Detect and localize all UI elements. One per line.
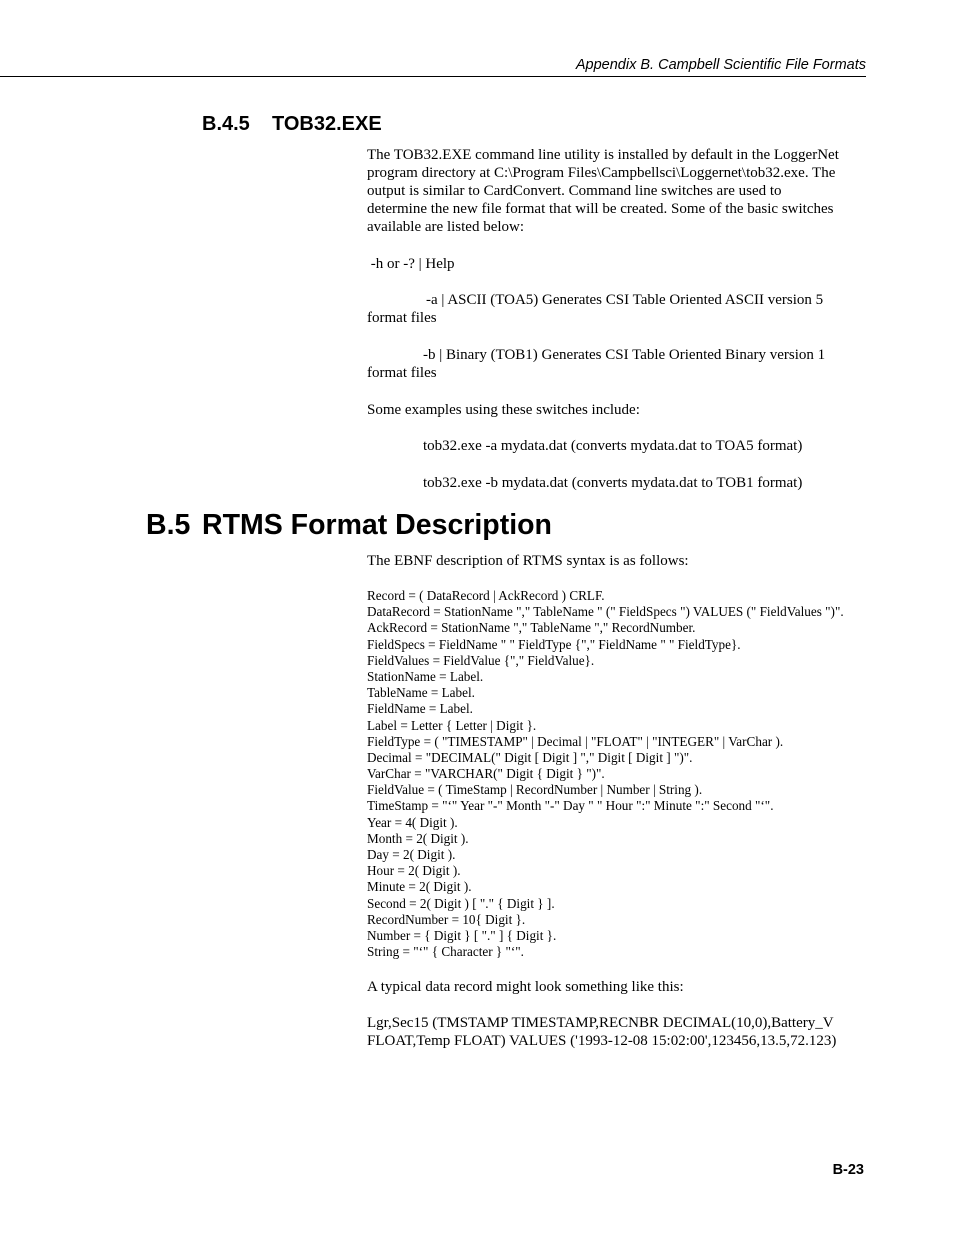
paragraph-line: Lgr,Sec15 (TMSTAMP TIMESTAMP,RECNBR DECIMAL(10,0),Battery_V <box>367 1015 834 1031</box>
page-number: B-23 <box>832 1162 864 1178</box>
ebnf-rule: Day = 2( Digit ). <box>367 847 456 862</box>
running-header: Appendix B. Campbell Scientific File Formats <box>575 57 866 73</box>
ebnf-rule: Hour = 2( Digit ). <box>367 863 461 879</box>
section-title: RTMS Format Description <box>202 509 552 541</box>
paragraph-line: program directory at C:\Program Files\Campbellsci\Loggernet\tob32.exe. The <box>367 165 836 181</box>
paragraph-line: FLOAT,Temp FLOAT) VALUES ('1993-12-08 15:02:00',123456,13.5,72.123) <box>367 1033 837 1049</box>
ebnf-rule: Decimal = "DECIMAL(" Digit [ Digit ] "," Digit [ Digit ] ")". <box>367 749 693 765</box>
paragraph-line: format files <box>367 365 437 381</box>
switch-ascii <box>367 291 867 327</box>
ebnf-rule: RecordNumber = 10{ Digit }. <box>367 911 526 927</box>
ebnf-rule: TimeStamp = "‘" Year "-" Month "-" Day " " Hour ":" Minute ":" Second "‘". <box>367 798 774 814</box>
ebnf-rule: FieldValues = FieldValue {"," FieldValue}. <box>367 652 595 668</box>
section-heading-b45 <box>202 112 382 136</box>
paragraph-line: output is similar to CardConvert. Command line switches are used to <box>367 183 782 199</box>
ebnf-rule: TableName = Label. <box>367 685 475 701</box>
ebnf-rule: FieldValue = ( TimeStamp | RecordNumber | Number | String ). <box>367 782 703 798</box>
ebnf-rule: Month = 2( Digit ). <box>367 830 469 846</box>
switch-binary <box>367 346 867 382</box>
section-number: B.5 <box>146 509 191 541</box>
example-line: tob32.exe -b mydata.dat (converts mydata.dat to TOB1 format) <box>423 475 803 491</box>
ebnf-rule: FieldSpecs = FieldName " " FieldType {"," FieldName " " FieldType}. <box>367 636 741 652</box>
section-number: B.4.5 <box>202 113 250 135</box>
paragraph-line: format files <box>367 310 437 326</box>
ebnf-rule: FieldType = ( "TIMESTAMP" | Decimal | "FLOAT" | "INTEGER" | VarChar ). <box>367 733 784 749</box>
paragraph-line: The TOB32.EXE command line utility is installed by default in the LoggerNet <box>367 147 839 163</box>
example-line: tob32.exe -a mydata.dat (converts mydata.dat to TOA5 format) <box>423 438 803 454</box>
header-divider <box>0 76 866 77</box>
typical-record-example <box>367 1014 887 1050</box>
typical-record-intro: A typical data record might look something like this: <box>367 979 684 995</box>
ebnf-rule: String = "‘" { Character } "‘". <box>367 944 524 960</box>
ebnf-rule: DataRecord = StationName "," TableName " (" FieldSpecs ") VALUES (" FieldValues ")". <box>367 604 844 620</box>
ebnf-rule: Minute = 2( Digit ). <box>367 879 472 895</box>
switch-help: -h or -? | Help <box>367 256 455 272</box>
ebnf-rule: Record = ( DataRecord | AckRecord ) CRLF. <box>367 588 605 603</box>
ebnf-grammar <box>367 588 927 960</box>
examples-intro: Some examples using these switches include: <box>367 402 640 418</box>
ebnf-rule: StationName = Label. <box>367 668 484 684</box>
ebnf-rule: VarChar = "VARCHAR(" Digit { Digit } ")". <box>367 766 605 782</box>
ebnf-rule: Second = 2( Digit ) [ "." { Digit } ]. <box>367 895 555 911</box>
ebnf-rule: FieldName = Label. <box>367 701 473 717</box>
section-title: TOB32.EXE <box>272 113 382 135</box>
paragraph-line: -a | ASCII (TOA5) Generates CSI Table Oriented ASCII version 5 <box>426 292 824 308</box>
ebnf-intro: The EBNF description of RTMS syntax is as follows: <box>367 553 689 569</box>
ebnf-rule: Label = Letter { Letter | Digit }. <box>367 717 537 733</box>
paragraph-line: determine the new file format that will be created. Some of the basic switches <box>367 201 834 217</box>
ebnf-rule: AckRecord = StationName "," TableName "," RecordNumber. <box>367 620 696 636</box>
ebnf-rule: Number = { Digit } [ "." ] { Digit }. <box>367 927 557 943</box>
paragraph-line: available are listed below: <box>367 219 525 235</box>
ebnf-rule: Year = 4( Digit ). <box>367 814 458 830</box>
tob32-intro-paragraph <box>367 146 867 236</box>
section-heading-b5 <box>146 507 552 543</box>
paragraph-line: -b | Binary (TOB1) Generates CSI Table Oriented Binary version 1 <box>423 347 826 363</box>
